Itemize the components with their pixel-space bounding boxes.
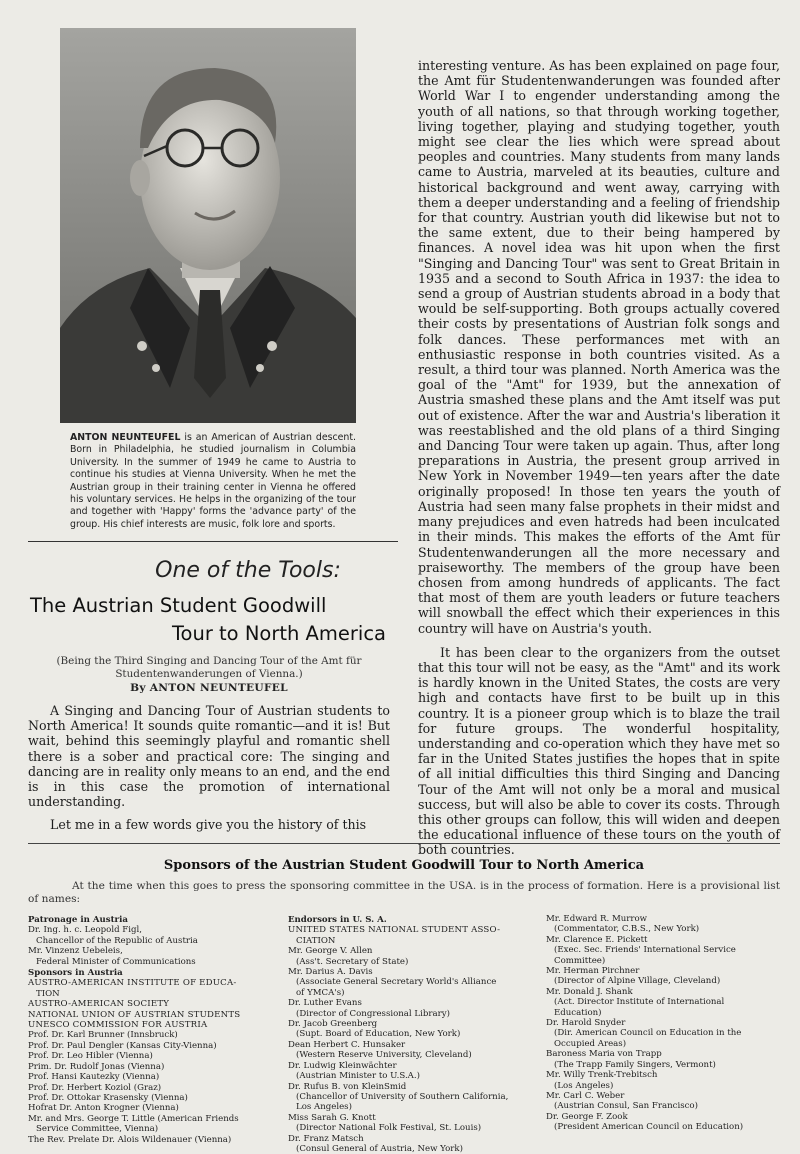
sponsor-entry: AUSTRO-AMERICAN SOCIETY (28, 999, 170, 1010)
sponsor-entry: (Austrian Consul, San Francisco) (554, 1101, 698, 1112)
paragraph: A Singing and Dancing Tour of Austrian students to North America! It sounds quite romantic—and it is! But wait, behind this seemingly playful and romantic shell there is a sober and practical core: The singing and dancing are in reality only means to an end, and the end is in this case the promotion of international understanding. (28, 703, 390, 810)
sponsor-entry: Chancellor of the Republic of Austria (36, 935, 198, 946)
sponsor-entry: (Austrian Minister to U.S.A.) (296, 1071, 420, 1082)
sponsor-entry: AUSTRO-AMERICAN INSTITUTE OF EDUCA- (28, 978, 237, 989)
sponsor-entry: Prim. Dr. Rudolf Jonas (Vienna) (28, 1061, 165, 1072)
sponsor-entry: Federal Minister of Communications (36, 956, 196, 967)
sponsor-entry: Mr. Clarence E. Pickett (546, 934, 648, 945)
sponsor-entry: (Director National Folk Festival, St. Louis) (296, 1123, 482, 1134)
sponsor-entry: (Consul General of Austria, New York) (296, 1143, 463, 1154)
sponsor-entry: Hofrat Dr. Anton Krogner (Vienna) (28, 1103, 179, 1114)
sponsor-heading: Sponsors in Austria (28, 968, 123, 979)
sponsor-entry: Occupied Areas) (554, 1038, 627, 1049)
sponsor-entry: Dr. Harold Snyder (546, 1018, 626, 1029)
sponsor-entry: Dr. Ludwig Kleinwächter (288, 1060, 397, 1071)
sponsor-heading: Endorsors in U. S. A. (288, 915, 387, 925)
article-kicker: One of the Tools: (155, 558, 341, 583)
sponsor-entry: CIATION (296, 935, 336, 946)
portrait-photo (60, 28, 356, 423)
sponsor-entry: Prof. Hansi Kautezky (Vienna) (28, 1072, 160, 1083)
sponsor-entry: Dr. Ing. h. c. Leopold Figl, (28, 925, 143, 936)
sponsor-entry: Miss Sarah G. Knott (288, 1112, 376, 1123)
sponsor-entry: Mr. Herman Pirchner (546, 966, 640, 977)
sponsor-entry: Dr. Luther Evans (288, 998, 362, 1009)
article-byline: By ANTON NEUNTEUFEL (130, 682, 288, 694)
sponsor-entry: (Supt. Board of Education, New York) (296, 1029, 461, 1040)
divider-left (28, 541, 398, 542)
sponsor-entry: (Chancellor of University of Southern California, (296, 1091, 509, 1102)
sponsors-column-2 (288, 914, 538, 1154)
sponsors-column-3 (546, 914, 786, 1133)
sponsor-heading: Patronage in Austria (28, 915, 128, 925)
sponsor-entry: Mr. Edward R. Murrow (546, 914, 648, 924)
sponsor-entry: Prof. Dr. Paul Dengler (Kansas City-Vienna) (28, 1040, 217, 1051)
sponsor-entry: Baroness Maria von Trapp (546, 1049, 662, 1060)
sponsor-entry: NATIONAL UNION OF AUSTRIAN STUDENTS (28, 1009, 241, 1020)
sponsor-entry: (Director of Congressional Library) (296, 1008, 450, 1019)
sponsor-entry: Education) (554, 1007, 602, 1018)
article-subhead: (Being the Third Singing and Dancing Tour of the Amt für Studentenwanderungen of Vienna.) (56, 655, 362, 680)
sponsor-entry: Dr. George F. Zook (546, 1111, 628, 1122)
sponsor-entry: Service Committee, Vienna) (36, 1124, 159, 1135)
sponsor-entry: Dr. Franz Matsch (288, 1133, 364, 1144)
paragraph: It has been clear to the organizers from the outset that this tour will not be easy, as the "Amt" and its work is hardly known in the United States, the costs are very high and contacts have first to be built up in this country. It is a pioneer group which is to blaze the trail for future groups. The wonderful hospitality, understanding and co-operation which they have met so far in the United States justifies the hopes that in spite of all initial difficulties this third Singing and Dancing Tour of the Amt will not only be a moral and musical success, but will also be able to cover its costs. Through this other groups can follow, this will widen and deepen the educational influence of these tours on the youth of both countries. (418, 644, 780, 858)
sponsor-entry: of YMCA's) (296, 987, 345, 998)
article-body-left (28, 703, 390, 833)
portrait-illustration (60, 28, 356, 423)
sponsor-entry: Mr. Vinzenz Uebeleis, (28, 946, 123, 957)
divider-sponsors (28, 843, 780, 844)
sponsors-column-1 (28, 914, 276, 1145)
sponsors-title: Sponsors of the Austrian Student Goodwill Tour to North America (163, 858, 645, 873)
sponsor-entry: UNITED STATES NATIONAL STUDENT ASSO- (288, 925, 501, 936)
sponsor-entry: (Act. Director Institute of International (554, 997, 725, 1008)
sponsor-entry: (President American Council on Education) (554, 1122, 744, 1133)
sponsor-entry: Prof. Dr. Leo Hibler (Vienna) (28, 1051, 153, 1062)
sponsor-entry: Dr. Rufus B. von KleinSmid (288, 1081, 407, 1092)
sponsor-entry: (Director of Alpine Village, Cleveland) (554, 976, 721, 987)
article-headline-line1: The Austrian Student Goodwill (30, 594, 327, 617)
sponsors-intro: At the time when this goes to press the sponsoring committee in the USA. is in the process of formation. Here is a provisional list of names: (28, 880, 780, 905)
paragraph: Let me in a few words give you the history of this (50, 817, 367, 833)
sponsor-entry: (Commentator, C.B.S., New York) (554, 924, 700, 935)
sponsor-entry: (Ass't. Secretary of State) (296, 956, 409, 967)
sponsor-entry: TION (36, 988, 60, 999)
sponsor-entry: Mr. Carl C. Weber (546, 1090, 625, 1101)
sponsor-entry: Mr. George V. Allen (288, 946, 373, 957)
sponsor-entry: Los Angeles) (296, 1102, 352, 1113)
sponsor-entry: (Western Reserve University, Cleveland) (296, 1050, 472, 1061)
sponsor-entry: Mr. and Mrs. George T. Little (American Friends (28, 1113, 239, 1124)
sponsor-entry: UNESCO COMMISSION FOR AUSTRIA (28, 1020, 208, 1031)
sponsor-entry: Prof. Dr. Ottokar Krasensky (Vienna) (28, 1092, 188, 1103)
sponsor-entry: The Rev. Prelate Dr. Alois Wildenauer (Vienna) (28, 1134, 232, 1145)
sponsor-entry: Committee) (554, 955, 606, 966)
sponsor-entry: Dean Herbert C. Hunsaker (288, 1039, 406, 1050)
sponsor-entry: Mr. Darius A. Davis (288, 967, 373, 978)
article-body-right (418, 58, 780, 858)
sponsor-entry: Dr. Jacob Greenberg (288, 1019, 378, 1030)
sponsor-entry: (Los Angeles) (554, 1080, 614, 1091)
caption-name: ANTON NEUNTEUFEL (70, 432, 181, 443)
sponsor-entry: Mr. Willy Trenk-Trebitsch (546, 1070, 658, 1081)
caption-text: is an American of Austrian descent. Born in Philadelphia, he studied journalism in Columbia University. In the summer of 1949 he came to Austria to continue his studies at Vienna University. When he met the Austrian group in their training center in Vienna he offered his voluntary services. He helps in the organizing of the tour and together with 'Happy' forms the 'advance party' of the group. His chief interests are music, folk lore and sports. (70, 432, 357, 530)
photo-caption (70, 432, 356, 531)
sponsor-entry: (Exec. Sec. Friends' International Service (554, 945, 736, 956)
sponsor-entry: (Associate General Secretary World's Alliance (296, 977, 497, 988)
sponsor-entry: Prof. Dr. Karl Brunner (Innsbruck) (28, 1030, 178, 1041)
article-headline-line2: Tour to North America (171, 622, 386, 645)
sponsor-entry: (Dir. American Council on Education in the (554, 1028, 742, 1039)
sponsor-entry: (The Trapp Family Singers, Vermont) (554, 1059, 716, 1070)
sponsor-entry: Prof. Dr. Herbert Koziol (Graz) (28, 1082, 162, 1093)
paragraph: interesting venture. As has been explained on page four, the Amt für Studentenwanderungen was founded after World War I to engender understanding among the youth of all nations, so that through working together, living together, playing and studying together, youth might see clear the lies which were spread about peoples and countries. Many students from many lands came to Austria, marveled at its beauties, culture and historical background and went away, carrying with them a deeper understanding and a feeling of friendship for that country. Austrian youth did likewise but not to the same extent, due to their being hampered by finances. A novel idea was hit upon when the first "Singing and Dancing Tour" was sent to Great Britain in 1935 and a second to South Africa in 1937: the idea to send a group of Austrian students abroad in a body that would be self-supporting. Both groups actually covered their costs by presentations of Austrian folk songs and folk dances. These performances met with an enthusiastic response in both countries visited. As a result, a third tour was planned. North America was the goal of the "Amt" for 1939, but the annexation of Austria smashed these plans and the Amt itself was put out of existence. After the war and Austria's liberation it was reestablished and the old plans of a third Singing and Dancing Tour were taken up again. Thus, after long preparations in Austria, the present group arrived in New York in November 1949—ten years after the date originally proposed! In those ten years the youth of Austria had seen many false prophets in their midst and many prejudices and even hatreds had been inculcated in their minds. This makes the efforts of the Amt für Studentenwanderungen all the more necessary and praiseworthy. The members of the group have been chosen from among hundreds of applicants. The fact that most of them are youth leaders or future teachers will snowball the effect which their experiences in this country will have on Austria's youth. (418, 58, 780, 636)
sponsor-entry: Mr. Donald J. Shank (546, 986, 633, 997)
